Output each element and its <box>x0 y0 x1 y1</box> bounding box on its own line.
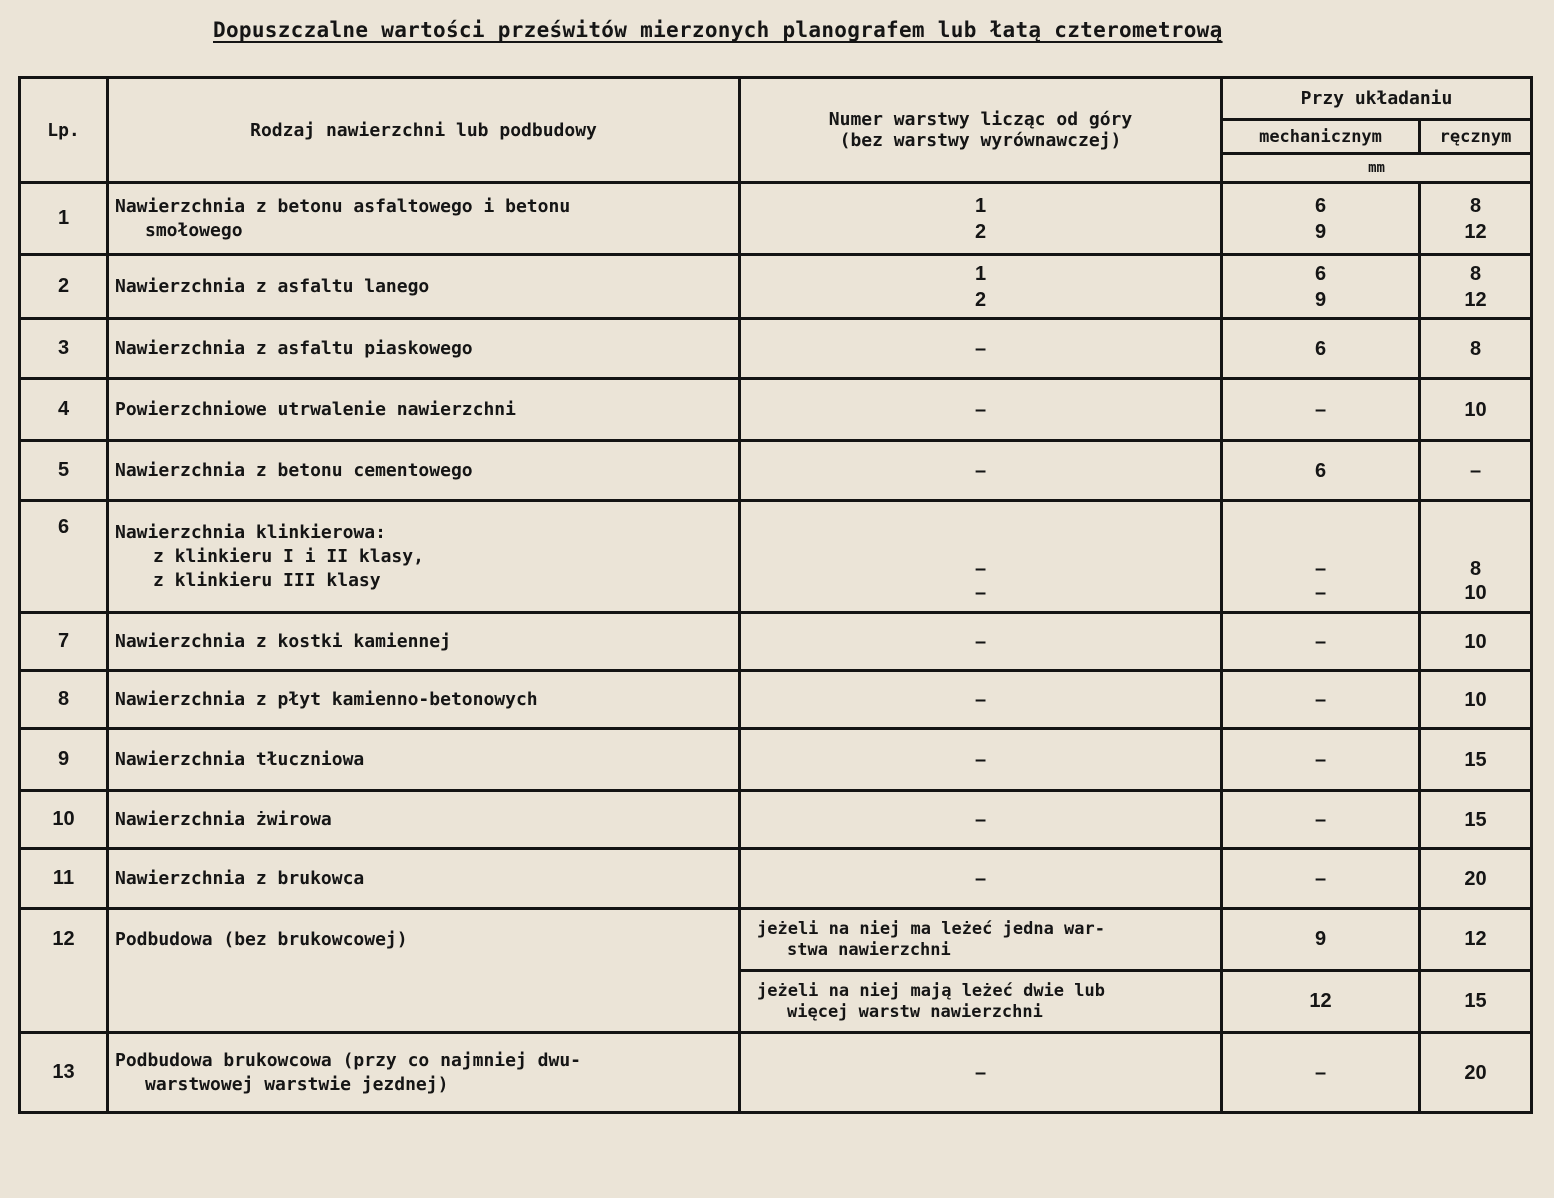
surface-description-line: Powierzchniowe utrwalenie nawierzchni <box>115 398 516 420</box>
surface-description-line: Nawierzchnia tłuczniowa <box>115 748 365 770</box>
mechanical-value <box>1222 379 1420 441</box>
layer-number-value: – <box>974 808 987 831</box>
row-number: 4 <box>20 379 108 441</box>
header-layer-number-line1: Numer warstwy licząc od góry <box>828 109 1133 130</box>
manual-value-line: 8 <box>1469 262 1482 285</box>
mechanical-value: 9 <box>1222 909 1420 971</box>
manual-value-line: 10 <box>1464 688 1487 711</box>
layer-number <box>740 791 1222 849</box>
table-row <box>20 319 1532 379</box>
row-number: 8 <box>20 671 108 729</box>
manual-value-line: 10 <box>1464 398 1487 421</box>
mechanical-value-line: 6 <box>1314 194 1327 217</box>
surface-description-line: Nawierzchnia żwirowa <box>115 808 332 830</box>
layer-number-value: – <box>974 748 987 771</box>
mechanical-value <box>1222 671 1420 729</box>
table-row <box>20 501 1532 613</box>
header-layer-number <box>740 78 1222 183</box>
mechanical-value-line: – <box>1314 808 1327 831</box>
mechanical-value-line: – <box>1314 1061 1327 1084</box>
header-laying: Przy układaniu <box>1222 78 1532 120</box>
surface-description-line: Nawierzchnia z asfaltu lanego <box>115 275 430 297</box>
table-row <box>20 791 1532 849</box>
mechanical-value <box>1222 729 1420 791</box>
layer-number <box>740 729 1222 791</box>
surface-description-line: warstwowej warstwie jezdnej) <box>145 1073 449 1095</box>
table-row <box>20 729 1532 791</box>
surface-description-line: Nawierzchnia klinkierowa: <box>115 521 386 543</box>
mechanical-value-line: – <box>1314 867 1327 890</box>
table-row <box>20 849 1532 909</box>
surface-description-line: Nawierzchnia z kostki kamiennej <box>115 630 451 652</box>
surface-description <box>108 613 740 671</box>
table-row <box>20 613 1532 671</box>
surface-description <box>108 791 740 849</box>
manual-value: 15 <box>1420 971 1532 1033</box>
header-layer-number-line2: (bez warstwy wyrównawczej) <box>839 130 1122 151</box>
mechanical-value <box>1222 849 1420 909</box>
layer-number <box>740 441 1222 501</box>
layer-number-value: – <box>974 688 987 711</box>
layer-condition-line: więcej warstw nawierzchni <box>787 1001 1043 1022</box>
header-unit: mm <box>1222 154 1532 183</box>
manual-value <box>1420 379 1532 441</box>
table-row <box>20 183 1532 255</box>
manual-value-line: 20 <box>1464 1061 1487 1084</box>
layer-number <box>740 849 1222 909</box>
surface-description <box>108 441 740 501</box>
layer-number-value: 1 <box>974 194 987 217</box>
layer-number <box>740 183 1222 255</box>
manual-value-line: 12 <box>1464 220 1487 243</box>
table-row <box>20 671 1532 729</box>
layer-number-value: – <box>974 867 987 890</box>
layer-number <box>740 613 1222 671</box>
tolerance-table <box>18 76 1533 1114</box>
table-row <box>20 1033 1532 1113</box>
header-lp: Lp. <box>20 78 108 183</box>
table-row <box>20 379 1532 441</box>
surface-description <box>108 501 740 613</box>
layer-condition <box>740 971 1222 1033</box>
manual-value-line: 20 <box>1464 867 1487 890</box>
mechanical-value-line: – <box>1314 748 1327 771</box>
surface-description-line: Nawierzchnia z płyt kamienno-betonowych <box>115 688 538 710</box>
row-number: 2 <box>20 255 108 319</box>
manual-value-line: 8 <box>1469 558 1482 580</box>
surface-description <box>108 255 740 319</box>
mechanical-value-line: 6 <box>1314 262 1327 285</box>
manual-value-line: 8 <box>1469 194 1482 217</box>
mechanical-value-line: 9 <box>1314 220 1327 243</box>
mechanical-value <box>1222 255 1420 319</box>
surface-description-line: Podbudowa (bez brukowcowej) <box>115 929 408 950</box>
document-title: Dopuszczalne wartości prześwitów mierzonych planografem lub łatą czterometrową <box>213 18 1223 42</box>
mechanical-value <box>1222 791 1420 849</box>
manual-value <box>1420 729 1532 791</box>
layer-number-value: – <box>974 398 987 421</box>
manual-value-line: 8 <box>1469 337 1482 360</box>
manual-value-line: 15 <box>1464 808 1487 831</box>
layer-number <box>740 501 1222 613</box>
row-number: 5 <box>20 441 108 501</box>
mechanical-value <box>1222 441 1420 501</box>
surface-description-line: z klinkieru I i II klasy, <box>153 545 424 567</box>
layer-number-value: – <box>974 459 987 482</box>
surface-description <box>108 1033 740 1113</box>
header-surface-type: Rodzaj nawierzchni lub podbudowy <box>108 78 740 183</box>
layer-number-value: – <box>974 558 987 580</box>
surface-description-line: Podbudowa brukowcowa (przy co najmniej dwu- <box>115 1049 581 1071</box>
surface-description-line: Nawierzchnia z asfaltu piaskowego <box>115 337 473 359</box>
surface-description <box>108 319 740 379</box>
mechanical-value-line: 6 <box>1314 337 1327 360</box>
row-number: 11 <box>20 849 108 909</box>
layer-number-value: 2 <box>974 220 987 243</box>
manual-value-line: 10 <box>1464 582 1487 604</box>
surface-description-line: Nawierzchnia z betonu asfaltowego i betonu <box>115 195 571 217</box>
row-number: 12 <box>20 909 108 1033</box>
manual-value <box>1420 849 1532 909</box>
surface-description-line: z klinkieru III klasy <box>153 569 381 591</box>
row-number: 13 <box>20 1033 108 1113</box>
mechanical-value <box>1222 1033 1420 1113</box>
layer-number-value: – <box>974 582 987 604</box>
manual-value <box>1420 791 1532 849</box>
manual-value <box>1420 441 1532 501</box>
mechanical-value <box>1222 501 1420 613</box>
table-body <box>20 183 1532 1113</box>
layer-number <box>740 379 1222 441</box>
manual-value-line: 12 <box>1464 288 1487 311</box>
mechanical-value: 12 <box>1222 971 1420 1033</box>
mechanical-value <box>1222 183 1420 255</box>
manual-value <box>1420 1033 1532 1113</box>
surface-description <box>108 379 740 441</box>
layer-number-value: 1 <box>974 262 987 285</box>
manual-value-line: 15 <box>1464 748 1487 771</box>
surface-description-line: Nawierzchnia z betonu cementowego <box>115 459 473 481</box>
layer-number-value: – <box>974 337 987 360</box>
mechanical-value-line: – <box>1314 630 1327 653</box>
layer-number <box>740 671 1222 729</box>
layer-condition-line: jeżeli na niej ma leżeć jedna war- <box>757 918 1105 939</box>
surface-description <box>108 671 740 729</box>
layer-number-value: – <box>974 1061 987 1084</box>
surface-description-line: smołowego <box>145 219 243 241</box>
layer-number <box>740 1033 1222 1113</box>
manual-value: 12 <box>1420 909 1532 971</box>
manual-value-line: 10 <box>1464 630 1487 653</box>
row-number: 6 <box>20 501 108 613</box>
mechanical-value-line: 6 <box>1314 459 1327 482</box>
layer-number <box>740 319 1222 379</box>
mechanical-value-line: – <box>1314 558 1327 580</box>
row-number: 1 <box>20 183 108 255</box>
header-manual: ręcznym <box>1420 120 1532 154</box>
header-mechanical: mechanicznym <box>1222 120 1420 154</box>
layer-condition-line: jeżeli na niej mają leżeć dwie lub <box>757 980 1105 1001</box>
mechanical-value-line: – <box>1314 582 1327 604</box>
manual-value <box>1420 671 1532 729</box>
manual-value <box>1420 613 1532 671</box>
table-row <box>20 255 1532 319</box>
layer-number <box>740 255 1222 319</box>
mechanical-value-line: – <box>1314 688 1327 711</box>
table-row <box>20 441 1532 501</box>
surface-description <box>108 849 740 909</box>
surface-description <box>108 729 740 791</box>
table-row <box>20 909 1532 971</box>
surface-description <box>108 183 740 255</box>
row-number: 9 <box>20 729 108 791</box>
manual-value <box>1420 501 1532 613</box>
mechanical-value-line: – <box>1314 398 1327 421</box>
mechanical-value <box>1222 613 1420 671</box>
surface-description-line: Nawierzchnia z brukowca <box>115 867 365 889</box>
layer-number-value: 2 <box>974 288 987 311</box>
layer-condition <box>740 909 1222 971</box>
manual-value-line: – <box>1469 459 1482 482</box>
layer-number-value: – <box>974 630 987 653</box>
row-number: 7 <box>20 613 108 671</box>
layer-condition-line: stwa nawierzchni <box>787 939 951 960</box>
mechanical-value <box>1222 319 1420 379</box>
manual-value <box>1420 255 1532 319</box>
row-number: 10 <box>20 791 108 849</box>
row-number: 3 <box>20 319 108 379</box>
manual-value <box>1420 319 1532 379</box>
surface-description <box>108 909 740 1033</box>
manual-value <box>1420 183 1532 255</box>
mechanical-value-line: 9 <box>1314 288 1327 311</box>
